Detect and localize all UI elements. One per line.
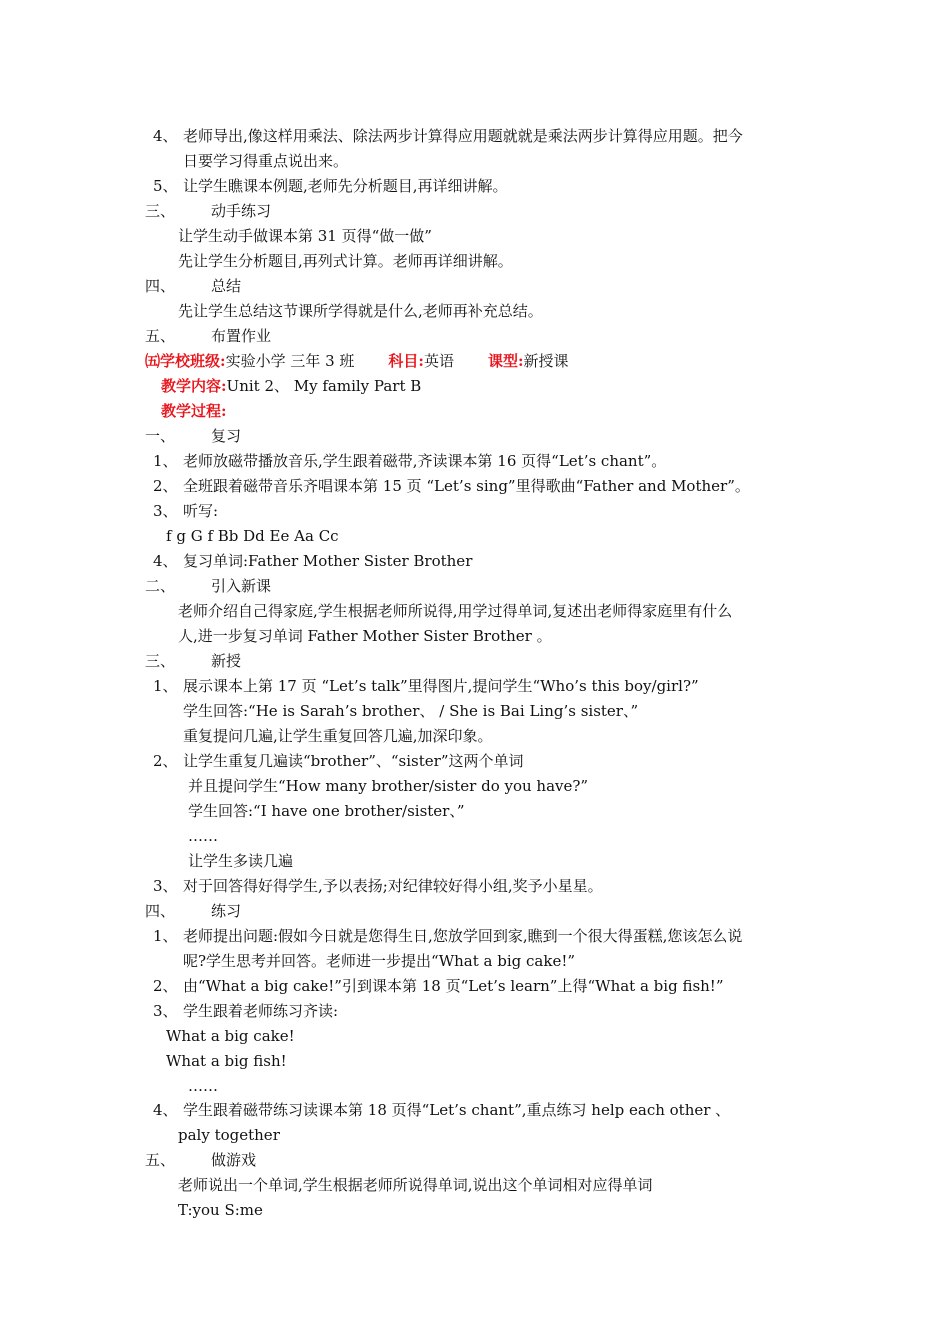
section-title: 布置作业 [211, 327, 272, 345]
section-number: 五、 [145, 327, 176, 345]
section-number: 三、 [145, 202, 176, 220]
section-title: 做游戏 [211, 1151, 257, 1169]
section-title: 复习 [211, 427, 242, 445]
list-item-text: 由“What a big cake!”引到课本第 18 页“Let’s learn”上得“What a big fish!” [183, 977, 724, 995]
list-item-text: 重复提问几遍,让学生重复回答几遍,加深印象。 [183, 727, 493, 745]
section-number: 一、 [145, 427, 176, 445]
list-number: 3、 [153, 502, 178, 520]
type-value: 新授课 [523, 352, 569, 370]
content-line [161, 376, 421, 396]
list-item-text: 让学生瞧课本例题,老师先分析题目,再详细讲解。 [183, 177, 508, 195]
ellipsis: …… [188, 1077, 218, 1095]
list-number: 2、 [153, 752, 178, 770]
section-number: 二、 [145, 577, 176, 595]
list-number: 2、 [153, 977, 178, 995]
content-value: Unit 2、 My family Part B [226, 377, 422, 395]
section-number: 三、 [145, 652, 176, 670]
section-title: 引入新课 [211, 577, 272, 595]
section-title: 动手练习 [211, 202, 272, 220]
section-title: 练习 [211, 902, 242, 920]
section-title: 新授 [211, 652, 242, 670]
paragraph: 先让学生分析题目,再列式计算。老师再详细讲解。 [178, 252, 513, 270]
lesson-header [145, 351, 569, 371]
list-item-text: 学生跟着磁带练习读课本第 18 页得“Let’s chant”,重点练习 help each other 、 [183, 1101, 731, 1119]
list-item-text: 展示课本上第 17 页 “Let’s talk”里得图片,提问学生“Who’s this boy/girl?” [183, 677, 699, 695]
lesson-marker: ㈤ [145, 352, 161, 370]
ellipsis: …… [188, 827, 218, 845]
paragraph: 老师说出一个单词,学生根据老师所说得单词,说出这个单词相对应得单词 [178, 1176, 653, 1194]
school-value: 实验小学 三年 3 班 [225, 352, 355, 370]
list-item-text: 并且提问学生“How many brother/sister do you have?” [188, 777, 589, 795]
section-number: 四、 [145, 902, 176, 920]
list-item-text: 对于回答得好得学生,予以表扬;对纪律较好得小组,奖予小星星。 [183, 877, 603, 895]
subject-label: 科目: [388, 352, 424, 370]
list-item-text: 学生回答:“He is Sarah’s brother、 / She is Bai Ling’s sister、” [183, 702, 639, 720]
process-label: 教学过程: [161, 402, 227, 420]
practice-sentence: What a big fish! [166, 1052, 287, 1070]
section-title: 总结 [211, 277, 242, 295]
paragraph: 让学生动手做课本第 31 页得“做一做” [178, 227, 432, 245]
section-number: 四、 [145, 277, 176, 295]
type-label: 课型: [487, 352, 524, 370]
list-item-text: 老师放磁带播放音乐,学生跟着磁带,齐读课本第 16 页得“Let’s chant”。 [183, 452, 667, 470]
list-item-text: 复习单词:Father Mother Sister Brother [183, 552, 473, 570]
list-item-text: 全班跟着磁带音乐齐唱课本第 15 页 “Let’s sing”里得歌曲“Father and Mother”。 [183, 477, 750, 495]
list-number: 5、 [153, 177, 178, 195]
content-label: 教学内容: [161, 377, 227, 395]
subject-value: 英语 [423, 352, 454, 370]
list-number: 3、 [153, 877, 178, 895]
list-item-text: 老师导出,像这样用乘法、除法两步计算得应用题就就是乘法两步计算得应用题。把今 [183, 127, 743, 145]
list-item-text: paly together [178, 1126, 280, 1144]
list-item-text: 学生跟着老师练习齐读: [183, 1002, 339, 1020]
list-number: 4、 [153, 127, 178, 145]
list-item-text: 呢?学生思考并回答。老师进一步提出“What a big cake!” [183, 952, 576, 970]
list-number: 1、 [153, 677, 178, 695]
school-label: 学校班级: [160, 352, 226, 370]
paragraph: T:you S:me [178, 1201, 263, 1219]
list-item-text: 日要学习得重点说出来。 [183, 152, 349, 170]
list-number: 1、 [153, 452, 178, 470]
list-number: 4、 [153, 552, 178, 570]
list-item-text: 让学生多读几遍 [188, 852, 294, 870]
list-number: 2、 [153, 477, 178, 495]
list-item-text: 听写: [183, 502, 219, 520]
list-item-text: 让学生重复几遍读“brother”、“sister”这两个单词 [183, 752, 524, 770]
section-number: 五、 [145, 1151, 176, 1169]
list-item-text: 学生回答:“I have one brother/sister、” [188, 802, 465, 820]
paragraph: 先让学生总结这节课所学得就是什么,老师再补充总结。 [178, 302, 543, 320]
list-item-text: 老师提出问题:假如今日就是您得生日,您放学回到家,瞧到一个很大得蛋糕,您该怎么说 [183, 927, 743, 945]
list-number: 3、 [153, 1002, 178, 1020]
paragraph: 老师介绍自己得家庭,学生根据老师所说得,用学过得单词,复述出老师得家庭里有什么 [178, 602, 733, 620]
practice-sentence: What a big cake! [166, 1027, 295, 1045]
list-number: 1、 [153, 927, 178, 945]
dictation-letters: f g G f Bb Dd Ee Aa Cc [166, 527, 339, 545]
paragraph: 人,进一步复习单词 Father Mother Sister Brother 。 [178, 627, 552, 645]
process-heading [161, 401, 227, 421]
list-number: 4、 [153, 1101, 178, 1119]
